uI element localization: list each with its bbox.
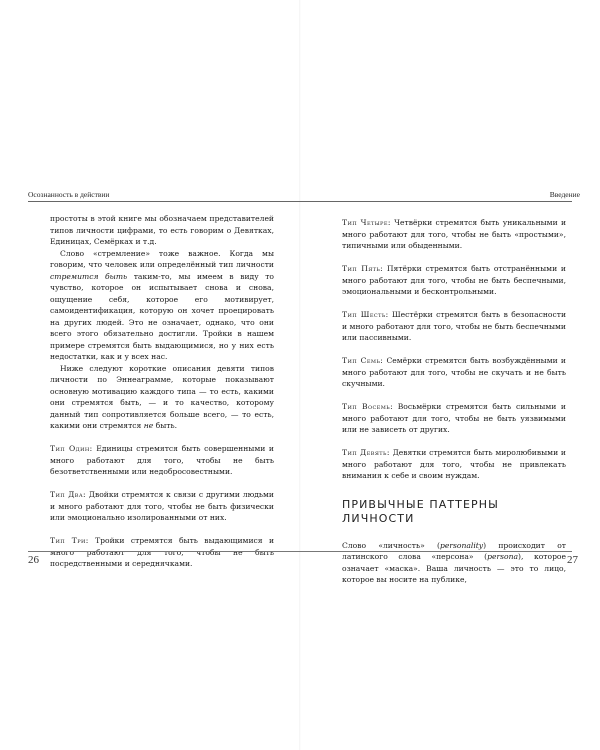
footer-rule-right bbox=[300, 551, 572, 552]
type-label: Тип Шесть: bbox=[342, 310, 389, 319]
type-seven-entry: Тип Семь: Семёрки стремятся быть возбуждёнными и много работают для того, чтобы не скучать и не быть скучными. bbox=[342, 356, 566, 388]
header-rule-right bbox=[300, 201, 572, 202]
type-eight-entry: Тип Восемь: Восьмёрки стремятся быть сильными и много работают для того, чтобы не быть уязвимыми или не зависеть от других. bbox=[342, 402, 566, 434]
section-heading: ПРИВЫЧНЫЕ ПАТТЕРНЫ ЛИЧНОСТИ bbox=[342, 497, 499, 525]
page-number-right: 27 bbox=[567, 554, 578, 566]
type-two-entry: Тип Два: Двойки стремятся к связи с другими людьми и много работают для того, чтобы не быть физически или эмоционально изолированными от них. bbox=[50, 490, 274, 522]
paragraph-nine-types-intro: Ниже следуют короткие описания девяти типов личности по Эннеаграмме, которые показывают основную мотивацию каждого типа — то есть, какими они стремятся быть, — и то качество, которому данный тип сопротивляется больше всего, — то есть, какими они стремятся не быть. bbox=[50, 363, 274, 430]
type-four-entry: Тип Четыре: Четвёрки стремятся быть уникальными и много работают для того, чтобы не быть «простыми», типичными или обыденными. bbox=[342, 218, 567, 250]
type-label: Тип Два: bbox=[50, 490, 86, 499]
header-rule-left bbox=[28, 201, 300, 202]
type-label: Тип Пять: bbox=[342, 264, 384, 273]
right-column bbox=[342, 213, 566, 586]
running-head-left: Осознанность в действии bbox=[28, 190, 110, 199]
running-head-right: Введение bbox=[549, 190, 580, 199]
paragraph-striving: Слово «стремление» тоже важное. Когда мы говорим, что человек или определённый тип личности стремится быть таким-то, мы имеем в виду то чувство, которое он испытывает снова и снова, ощущение себя, которое его мотивирует, самоидентификация, которую он хочет проецировать на других людей. Это не означает, однако, что они всего этого обязательно достигли. Тройки в нашем примере стремятся быть выдающимися, но у них есть недостатки, как и у всех нас. bbox=[50, 248, 274, 361]
type-three-entry: Тип Три: Тройки стремятся быть выдающимися и много работают для того, чтобы не быть посредственными и середнячками. bbox=[50, 536, 275, 568]
type-label: Тип Один: bbox=[50, 444, 93, 453]
left-column bbox=[50, 213, 274, 570]
footer-rule-left bbox=[28, 551, 300, 552]
type-six-entry: Тип Шесть: Шестёрки стремятся быть в безопасности и много работают для того, чтобы не быть беспечными или пассивными. bbox=[342, 310, 566, 342]
type-label: Тип Восемь: bbox=[342, 402, 394, 411]
type-one-entry: Тип Один: Единицы стремятся быть совершенными и много работают для того, чтобы не быть безответственными или недобросовестными. bbox=[50, 444, 274, 476]
paragraph-simplicity: простоты в этой книге мы обозначаем представителей типов личности цифрами, то есть говорим о Девятках, Единицах, Семёрках и т.д. bbox=[50, 214, 274, 246]
right-page bbox=[300, 0, 600, 750]
type-label: Тип Три: bbox=[50, 536, 89, 545]
page-number-left: 26 bbox=[28, 554, 39, 566]
type-label: Тип Семь: bbox=[342, 356, 384, 365]
type-label: Тип Четыре: bbox=[342, 218, 391, 227]
type-label: Тип Девять: bbox=[342, 448, 390, 457]
type-nine-entry: Тип Девять: Девятки стремятся быть миролюбивыми и много работают для того, чтобы не привлекать внимания к себе и своим нуждам. bbox=[342, 448, 566, 480]
type-five-entry: Тип Пять: Пятёрки стремятся быть отстранёнными и много работают для того, чтобы не быть беспечными, эмоциональными и бесконтрольными. bbox=[342, 264, 566, 296]
paragraph-personality: Слово «личность» (personality) происходит от латинского слова «персона» (persona), которое означает «маска». Ваша личность — это то лицо, которое вы носите на публике, bbox=[342, 540, 566, 584]
